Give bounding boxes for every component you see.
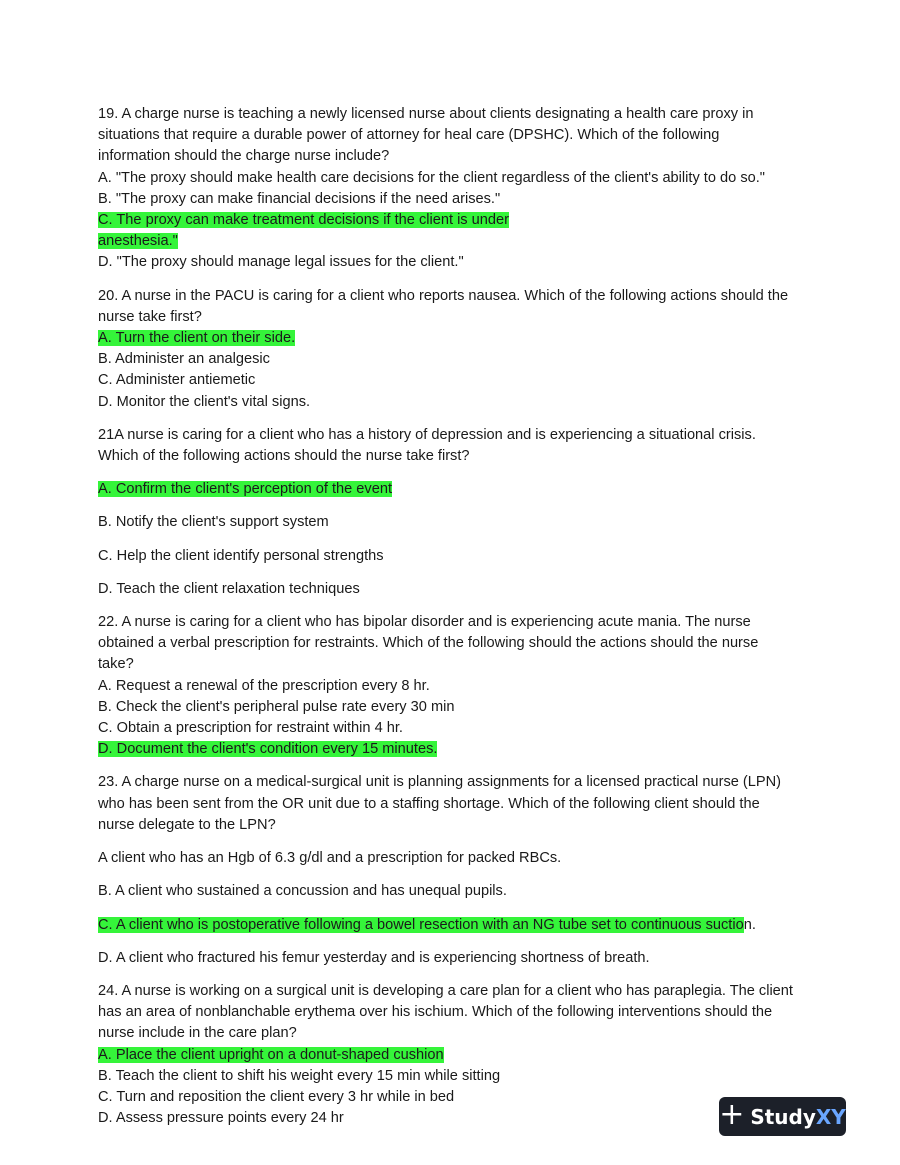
question-stem-line: situations that require a durable power of attorney for heal care (DPSHC). Which of the following — [98, 127, 720, 144]
document-page — [98, 104, 818, 1132]
answer-option: C. Turn and reposition the client every 3 hr while in bed — [98, 1088, 455, 1105]
answer-option: C. Administer antiemetic — [98, 372, 256, 389]
answer-option: D. Teach the client relaxation techniques — [98, 580, 360, 597]
question-24 — [98, 981, 818, 1132]
question-stem-line: nurse include in the care plan? — [98, 1025, 297, 1042]
question-stem-line: nurse delegate to the LPN? — [98, 816, 276, 833]
question-stem-line: 21A nurse is caring for a client who has a history of depression and is experiencing a situational crisis. — [98, 426, 756, 443]
question-stem-line: take? — [98, 656, 134, 673]
answer-option: A. Request a renewal of the prescription every 8 hr. — [98, 677, 430, 694]
answer-option: B. Check the client's peripheral pulse rate every 30 min — [98, 698, 455, 715]
answer-option-correct: C. The proxy can make treatment decisions if the client is under — [98, 212, 509, 229]
answer-option: B. Notify the client's support system — [98, 514, 329, 531]
answer-option-tail: n. — [743, 916, 756, 933]
answer-option: B. A client who sustained a concussion and has unequal pupils. — [98, 883, 507, 900]
question-stem-line: information should the charge nurse include? — [98, 148, 390, 165]
answer-option-correct: D. Document the client's condition every 15 minutes. — [98, 741, 438, 758]
answer-option: A client who has an Hgb of 6.3 g/dl and a prescription for packed RBCs. — [98, 850, 562, 867]
question-stem-line: 23. A charge nurse on a medical-surgical unit is planning assignments for a licensed practical nurse (LPN) — [98, 774, 782, 791]
question-stem-line: 22. A nurse is caring for a client who has bipolar disorder and is experiencing acute mania. The nurse — [98, 614, 751, 631]
answer-option: D. A client who fractured his femur yesterday and is experiencing shortness of breath. — [98, 949, 650, 966]
question-stem-line: 20. A nurse in the PACU is caring for a client who reports nausea. Which of the following actions should the — [98, 287, 789, 304]
studyxy-logo-badge[interactable] — [719, 1097, 846, 1136]
brand-name — [750, 1105, 845, 1129]
question-19 — [98, 104, 818, 274]
question-20 — [98, 286, 818, 413]
plus-icon: + — [719, 1097, 745, 1132]
answer-option-correct-continued: anesthesia." — [98, 233, 178, 250]
question-21 — [98, 425, 818, 600]
answer-option-correct: A. Confirm the client's perception of the event — [98, 481, 393, 498]
brand-accent: XY — [815, 1104, 846, 1129]
answer-option-correct: C. A client who is postoperative following a bowel resection with an NG tube set to continuous suctio — [98, 916, 744, 933]
answer-option: C. Obtain a prescription for restraint within 4 hr. — [98, 720, 403, 737]
answer-option: D. "The proxy should manage legal issues for the client." — [98, 254, 464, 271]
answer-option: B. Administer an analgesic — [98, 351, 270, 368]
brand-main: Study — [750, 1104, 816, 1129]
question-stem-line: who has been sent from the OR unit due to a staffing shortage. Which of the following client should the — [98, 795, 760, 812]
question-22 — [98, 612, 818, 760]
answer-option-correct: A. Turn the client on their side. — [98, 330, 296, 347]
answer-option: B. "The proxy can make financial decisions if the need arises." — [98, 190, 501, 207]
question-stem-line: has an area of nonblanchable erythema over his ischium. Which of the following interventions should the — [98, 1004, 773, 1021]
question-stem-line: nurse take first? — [98, 308, 202, 325]
answer-option: D. Monitor the client's vital signs. — [98, 393, 311, 410]
answer-option: B. Teach the client to shift his weight every 15 min while sitting — [98, 1067, 501, 1084]
answer-option: A. "The proxy should make health care decisions for the client regardless of the client's ability to do so." — [98, 169, 765, 186]
answer-option-correct: A. Place the client upright on a donut-shaped cushion — [98, 1046, 444, 1063]
question-stem-line: obtained a verbal prescription for restraints. Which of the following should the actions should the nurse — [98, 635, 759, 652]
question-stem-line: 19. A charge nurse is teaching a newly licensed nurse about clients designating a health care proxy in — [98, 106, 754, 122]
answer-option: D. Assess pressure points every 24 hr — [98, 1110, 344, 1127]
question-stem-line: Which of the following actions should the nurse take first? — [98, 448, 470, 465]
question-23 — [98, 772, 818, 968]
question-stem-line: 24. A nurse is working on a surgical unit is developing a care plan for a client who has paraplegia. The client — [98, 982, 793, 999]
answer-option: C. Help the client identify personal strengths — [98, 547, 384, 564]
